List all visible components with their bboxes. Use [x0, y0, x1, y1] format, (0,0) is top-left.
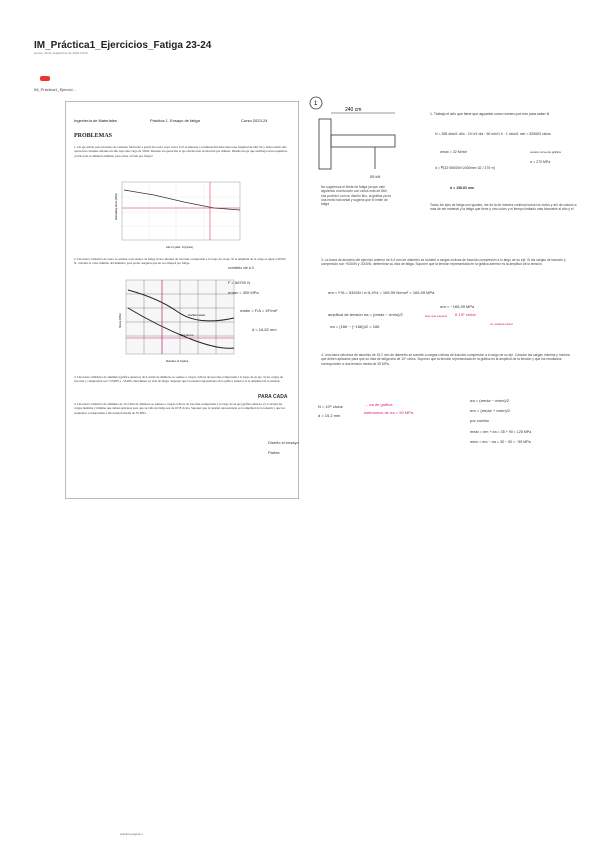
legend-aluminum: Aluminum	[180, 333, 194, 337]
load-label: 55 kN	[370, 174, 381, 179]
diseno-note: Diseño el ensayo	[268, 440, 299, 445]
sn-ylabel: Alternating stress (MPa)	[115, 193, 118, 220]
q4-cycles: N = 10⁸ ciclos	[318, 404, 343, 409]
q3-equation: σm = F/A = 5340N / π·6,4²/4 = 165,99 N/mm² = 165,99 MPa	[328, 290, 435, 295]
q3-min: σm = −165,99 MPa	[440, 304, 475, 309]
d-formula: d = ∛(32·55000N·2400mm·32 / 270·π)	[435, 166, 495, 170]
n1-title: 1. Trabajo el año que tiene que aguantar como número por min para saber N	[430, 112, 550, 116]
q3-amp: amplitud de tensión σa = (σmáx − σmín)/2	[328, 312, 403, 317]
partes-note: Partes	[268, 450, 280, 455]
note-title: IM_Práctica1_Ejercicios_Fatiga 23-24	[34, 40, 212, 51]
legend-carbon-steel: Carbon steel	[188, 313, 206, 317]
doc-practice: Práctica 1. Ensayo de fatiga	[150, 118, 200, 123]
q3-cycles: 6·10⁵ ciclos	[455, 312, 476, 317]
q4-sigma-a: σa = (σmáx − σmín)/2	[470, 398, 509, 403]
length-label: 240 cm	[345, 107, 362, 113]
circle-1-label: 1	[314, 101, 318, 107]
q4-estimate: estimamos de σa = 90 MPa	[364, 410, 414, 415]
doc-course: Ingeniería de Materiales	[74, 118, 117, 123]
problem-3-text: 3. Una barra cilíndrica de aluminio (gráfica anterior) de 6,4 mm de diámetro se somete a cargas cíclicas de tracción-compresión a lo largo de su eje. Si las cargas de tracción y compresión son +5340N y -5340N, determinar su vida de fatiga. Suponer que la tensión representada en la gráfica anterior es la amplitud de la tensión.	[74, 375, 283, 384]
pdf-page	[65, 101, 299, 499]
n1-right-note: Todos los ejes de fatiga son iguales, me da la de manera continua todos los ciclos y ahí de calculo a mas de ser material y la fatiga que tiene y otro ciclos y el tiempo limitado más favorable al año y el	[430, 203, 577, 212]
q4-solve: por combo	[470, 418, 489, 423]
ans2-given: sometido cte à 3	[228, 266, 254, 270]
doc-year: Curso 2023-24	[241, 118, 268, 123]
sn-comparison-chart	[118, 278, 238, 366]
para-cada-note: PARA CADA	[258, 394, 288, 400]
attachment-label[interactable]: IM_Práctica1_Ejercici...	[34, 87, 76, 92]
q4-max: σmáx = σm + σa = 35 + 90 = 125 MPa	[470, 430, 532, 434]
ans2-result: d = 16,82 mm	[252, 327, 277, 332]
n1-calc: N = 365 días/1 año · 24 h/1 día · 60 min/1 h · 1 ciclo/1 min = 525600 ciclos	[435, 132, 551, 136]
q3-text: 3. La barra de aluminio del ejercicio anterior de 6,4 mm de diámetro se somete a cargas cíclicas de tracción-compresión a lo largo de su eje. Si las cargas de tracción y compresión son +5340N y -5340N, determinar su vida de fatiga. Suponer que la tensión representada en la gráfica anterior es la amplitud de la tensión.	[321, 258, 566, 267]
q4-text: 4. Una barra cilíndrica de aluminio de 15,2 mm de diámetro se somete a cargas cíclicas de tracción-compresión a lo largo de su eje. Calcular las cargas máxima y mínima que deben aplicarse para que su vida de fatiga sea de 10⁸ ciclos. Suponer que la tensión representada en la gráfica es la amplitud de la tensión y que los resultados corresponden a una tensión media de 35 MPa.	[321, 353, 570, 366]
escalo-note: escalo curva de gráfica	[530, 150, 561, 154]
page-footer: práctica página 1	[120, 832, 143, 836]
note-timestamp: jueves, 26 de septiembre de 2024 13:23	[34, 51, 88, 55]
q4-sigma-m: σm = (σmáx + σmín)/2	[470, 408, 511, 413]
q3-mid: σa = (166 − (−166))/2 = 166	[330, 324, 380, 329]
problem-4-text: 4. Una barra cilíndrica de aluminio de 15,2 mm de diámetro se somete a cargas cíclicas de tracción-compresión a lo largo de su eje (gráfica anterior 2). Calcular las cargas máxima y mínima que deben aplicarse para que su vida de fatiga sea de 10^8 ciclos. Suponer que la tensión representada es la amplitud de la tensión y que los resultados corresponden a una tensión media de 35 MPa.	[74, 402, 285, 415]
q4-diameter: d = 15.2 mm	[318, 413, 341, 418]
doc-heading: PROBLEMAS	[74, 133, 113, 139]
chart2-xlabel: Number of Cycles	[166, 359, 189, 363]
problem-1-text: 1. Un eje sólido para un horno de cemento fabricado a partir del acero cuya curva S-N se muestra a continuación debe tener una longitud de 240 cm y debe resistir una operación continua durante un año bajo una carga de 55kN. Durante su operación el eje efectúa una revolución por minuto. Diseñe un eje que satisfaga estos requisitos. ¿Cuál sería el diámetro mínimo para evitar el fallo por fatiga?	[74, 145, 288, 158]
q3-note1: Hay que esperar	[425, 314, 448, 318]
ans2-force: F = 66700 N	[228, 280, 251, 285]
d-result: d = 158.63 mm	[450, 186, 475, 190]
q3-note2: no colapsa ciclos	[490, 322, 513, 326]
shaft-sketch	[305, 95, 425, 175]
pdf-attachment-icon[interactable]	[40, 76, 50, 81]
chart2-ylabel: Stress (MPa)	[119, 313, 122, 328]
sigma-value: σ = 270 MPa	[530, 160, 551, 164]
sigma-max-eq: σmáx = 32·M/πd³	[440, 150, 468, 154]
problem-2-text: 2. Una barra cilíndrica de acero se somete a un ensayo de fatiga ciclos alternos de tracción-compresión a lo largo de su eje. Si la amplitud de la carga es igual a 66700 N, calcular el valor mínimo del diámetro para poder asegurar que no se romperá por fatiga.	[74, 257, 286, 266]
q4-graph: → σa de gráfica	[364, 402, 393, 407]
sn-xlabel: Life in cycles, N (cycles)	[166, 246, 193, 249]
q4-min: σmín = σm − σa = 35 − 90 = −55 MPa	[470, 440, 531, 444]
ans2-equation: σadm = F/A = 4F/πd²	[240, 308, 278, 313]
sn-curve-chart	[114, 180, 244, 252]
n1-left-note: No sugerimos el límite de fatiga ya que vale siguiendo una función con ciclos más de 860, nos podría ir con un diseño fino, la gráfica ya es una recta horizontal y sugería que el límite de fatiga	[321, 185, 392, 207]
ans2-sigma: σmáx = 300 MPa	[228, 290, 259, 295]
